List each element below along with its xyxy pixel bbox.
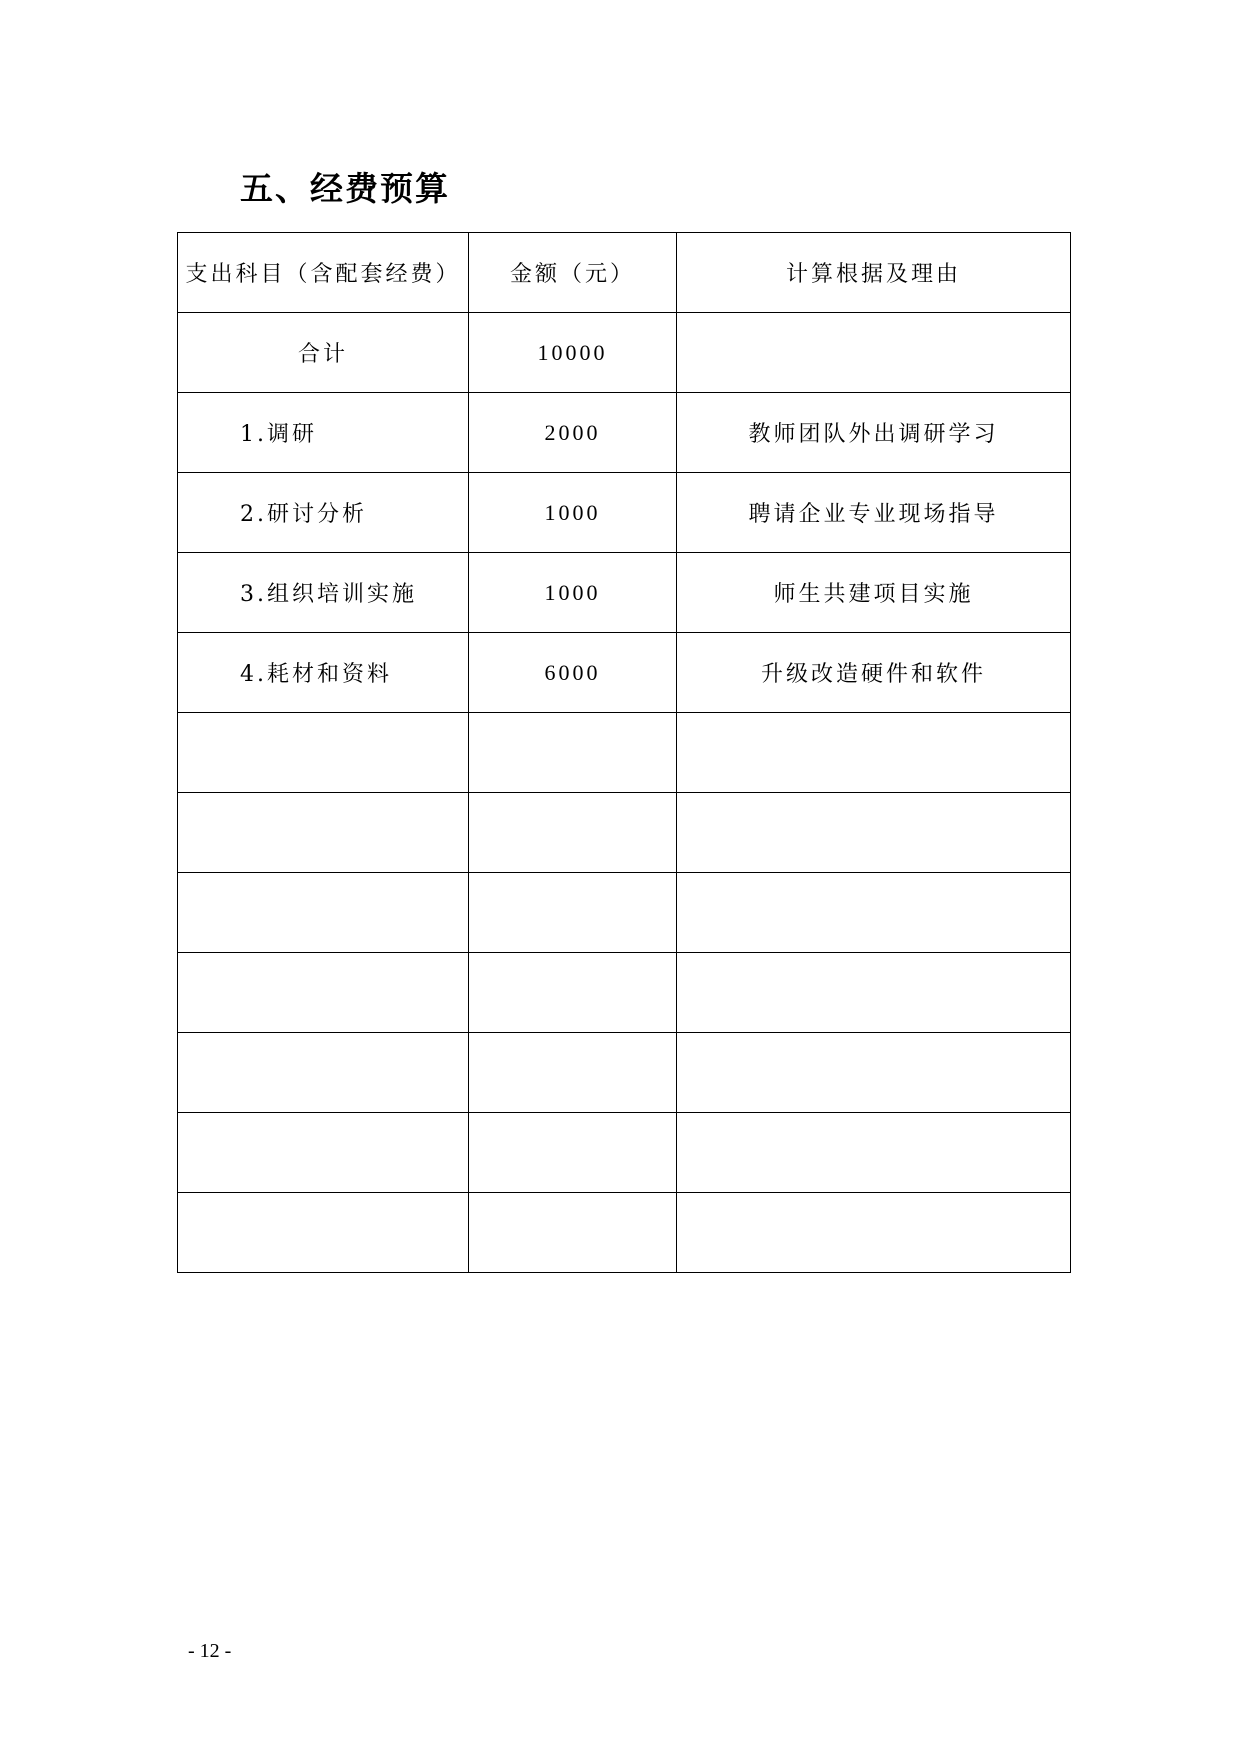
expense-item-cell: 2.研讨分析: [178, 473, 469, 553]
empty-cell: [677, 953, 1071, 1033]
table-row-total: [178, 313, 1071, 393]
reason-cell: 师生共建项目实施: [677, 553, 1071, 633]
header-expense-item: 支出科目（含配套经费）: [178, 233, 469, 313]
empty-cell: [469, 953, 677, 1033]
total-reason: [677, 313, 1071, 393]
empty-cell: [178, 1033, 469, 1113]
amount-cell: 2000: [469, 393, 677, 473]
header-basis-reason: 计算根据及理由: [677, 233, 1071, 313]
empty-table-row: [178, 713, 1071, 793]
empty-table-row: [178, 1113, 1071, 1193]
empty-cell: [469, 1033, 677, 1113]
reason-cell: 教师团队外出调研学习: [677, 393, 1071, 473]
empty-table-row: [178, 1033, 1071, 1113]
empty-cell: [178, 953, 469, 1033]
empty-cell: [178, 793, 469, 873]
empty-cell: [677, 1193, 1071, 1273]
table-row: [178, 393, 1071, 473]
reason-cell: 聘请企业专业现场指导: [677, 473, 1071, 553]
expense-item-cell: 1.调研: [178, 393, 469, 473]
page-number: - 12 -: [188, 1640, 232, 1662]
empty-cell: [677, 1033, 1071, 1113]
empty-cell: [677, 1113, 1071, 1193]
empty-cell: [178, 713, 469, 793]
empty-cell: [469, 873, 677, 953]
header-amount: 金额（元）: [469, 233, 677, 313]
empty-table-row: [178, 873, 1071, 953]
empty-cell: [178, 1193, 469, 1273]
table-row: [178, 553, 1071, 633]
empty-cell: [677, 713, 1071, 793]
table-row: [178, 473, 1071, 553]
reason-cell: 升级改造硬件和软件: [677, 633, 1071, 713]
budget-table: [177, 232, 1071, 1273]
empty-table-row: [178, 793, 1071, 873]
section-title: 五、经费预算: [240, 169, 450, 208]
amount-cell: 6000: [469, 633, 677, 713]
expense-item-cell: 3.组织培训实施: [178, 553, 469, 633]
empty-cell: [677, 793, 1071, 873]
empty-table-row: [178, 953, 1071, 1033]
amount-cell: 1000: [469, 473, 677, 553]
empty-cell: [178, 1113, 469, 1193]
empty-cell: [469, 1193, 677, 1273]
total-amount: 10000: [469, 313, 677, 393]
table-header-row: [178, 233, 1071, 313]
empty-cell: [469, 713, 677, 793]
empty-cell: [469, 793, 677, 873]
empty-table-row: [178, 1193, 1071, 1273]
expense-item-cell: 4.耗材和资料: [178, 633, 469, 713]
empty-cell: [677, 873, 1071, 953]
total-label: 合计: [178, 313, 469, 393]
empty-cell: [469, 1113, 677, 1193]
empty-cell: [178, 873, 469, 953]
table-row: [178, 633, 1071, 713]
amount-cell: 1000: [469, 553, 677, 633]
